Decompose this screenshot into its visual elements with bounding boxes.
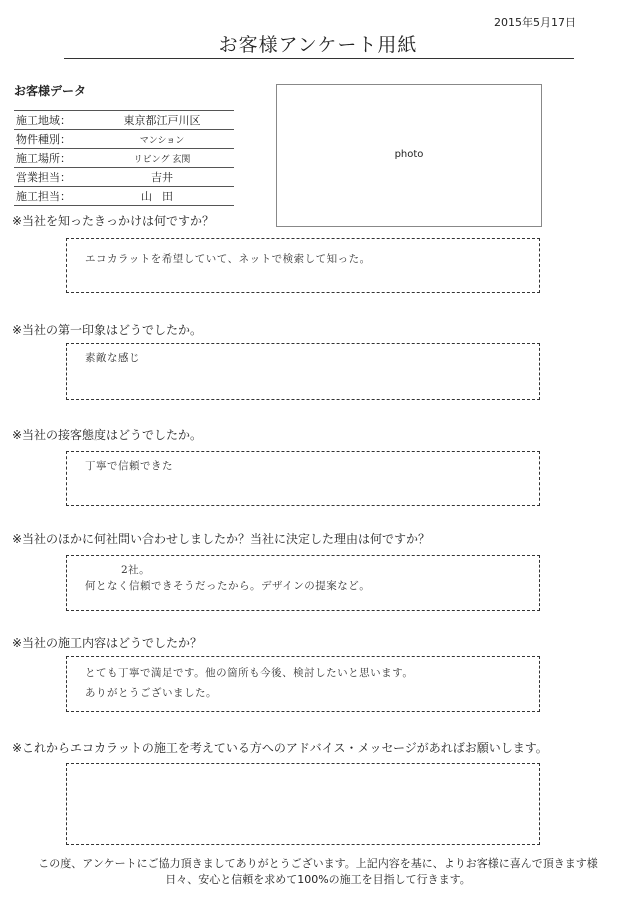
question-4: ※当社のほかに何社問い合わせしましたか？当社に決定した理由は何ですか？ — [12, 532, 431, 546]
answer-line: 2社。 — [121, 564, 151, 576]
footer-line-2: 日々、安心と信頼を求めて100%の施工を目指して行きます。 — [165, 873, 471, 886]
answer-box-1 — [66, 238, 540, 293]
info-label: 営業担当： — [14, 168, 90, 187]
answer-box-6 — [66, 763, 540, 845]
info-label: 物件種別： — [14, 130, 90, 149]
info-row-property-type — [14, 130, 234, 149]
answer-box-4 — [66, 555, 540, 611]
info-value: 吉井 — [90, 168, 234, 187]
info-row-sales-rep — [14, 168, 234, 187]
question-6: ※これからエコカラットの施工を考えている方へのアドバイス・メッセージがあればお願いします。 — [12, 741, 548, 755]
footer-line-1: この度、アンケートにご協力頂きましてありがとうございます。上記内容を基に、よりお客様に喜んで頂きます様 — [38, 857, 598, 870]
survey-date: 2015年5月17日 — [494, 16, 576, 29]
info-row-location — [14, 149, 234, 168]
question-5: ※当社の施工内容はどうでしたか？ — [12, 636, 203, 650]
customer-data-heading: お客様データ — [14, 84, 87, 98]
answer-line: 素敵な感じ — [85, 352, 140, 364]
answer-line: ありがとうございました。 — [85, 687, 217, 699]
answer-box-2 — [66, 343, 540, 400]
question-2: ※当社の第一印象はどうでしたか。 — [12, 323, 203, 337]
answer-line: 丁寧で信頼できた — [85, 460, 173, 472]
title-underline — [64, 58, 574, 59]
info-label: 施工担当： — [14, 187, 90, 206]
question-1: ※当社を知ったきっかけは何ですか？ — [12, 214, 215, 228]
question-3: ※当社の接客態度はどうでしたか。 — [12, 428, 203, 442]
answer-line: 何となく信頼できそうだったから。デザインの提案など。 — [85, 580, 371, 592]
customer-data-table — [14, 110, 234, 206]
info-value: 山田 — [90, 187, 234, 206]
answer-box-5 — [66, 656, 540, 712]
answer-box-3 — [66, 451, 540, 506]
info-row-installer — [14, 187, 234, 206]
page-title: お客様アンケート用紙 — [218, 34, 418, 56]
photo-placeholder — [276, 84, 542, 227]
info-value: 東京都江戸川区 — [90, 111, 234, 130]
answer-line: とても丁寧で満足です。他の箇所も今後、検討したいと思います。 — [85, 667, 414, 679]
photo-label: photo — [394, 149, 424, 160]
info-value: マンション — [90, 130, 234, 149]
info-label: 施工場所： — [14, 149, 90, 168]
info-row-area — [14, 111, 234, 130]
answer-line: エコカラットを希望していて、ネットで検索して知った。 — [85, 253, 371, 265]
info-value: リビング 玄関 — [90, 149, 234, 168]
info-label: 施工地域： — [14, 111, 90, 130]
